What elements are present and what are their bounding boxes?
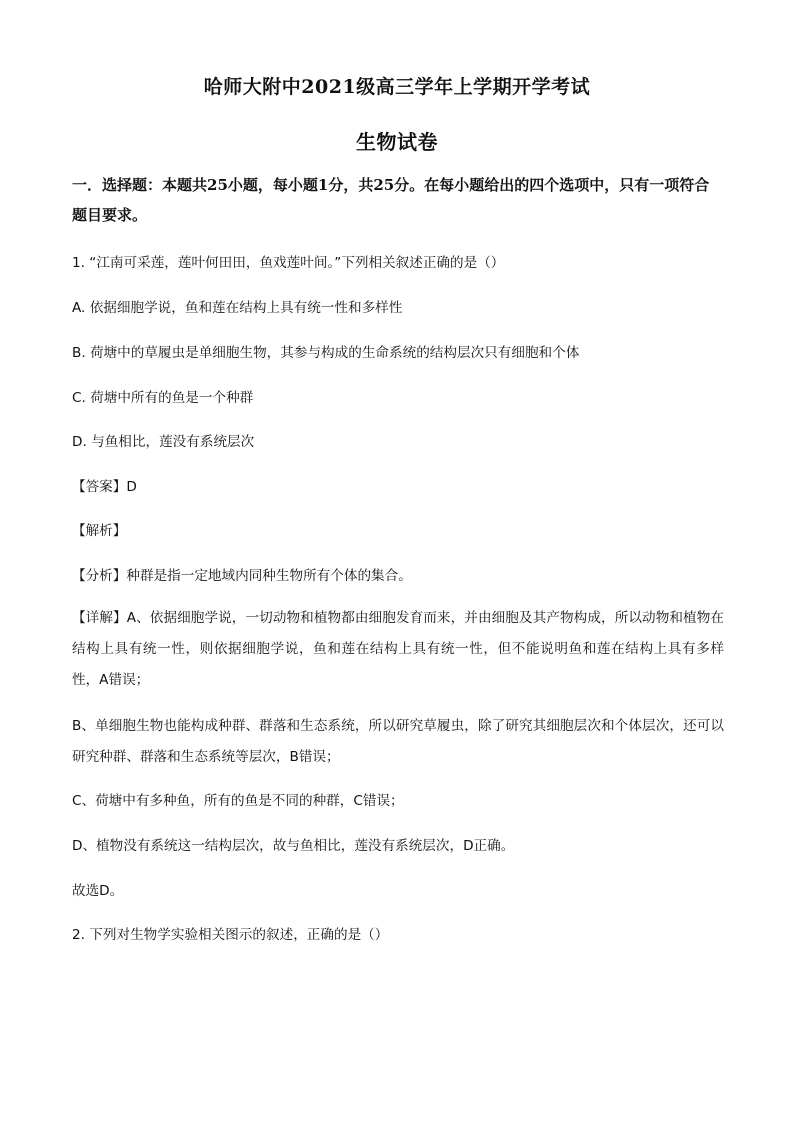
detail-paragraph-a (72, 603, 724, 696)
question-2-stem: 2. 下列对生物学实验相关图示的叙述，正确的是（） (72, 927, 389, 943)
detail-paragraph-c: C、荷塘中有多种鱼，所有的鱼是不同的种群，C错误； (72, 793, 404, 809)
question-1-stem: 1. “江南可采莲，莲叶何田田，鱼戏莲叶间。”下列相关叙述正确的是（） (72, 255, 505, 271)
question-1-option-c: C. 荷塘中所有的鱼是一个种群 (72, 390, 254, 406)
question-1-option-a: A. 依据细胞学说，鱼和莲在结构上具有统一性和多样性 (72, 300, 403, 316)
analysis-label: 【解析】 (72, 523, 127, 539)
conclusion: 故选D。 (72, 883, 124, 899)
section-heading: 一．选择题：本题共25小题，每小题1分，共25分。在每小题给出的四个选项中，只有一项符合题目要求。 (72, 176, 710, 224)
answer-label: 【答案】 (72, 479, 127, 495)
fenxi-text: 种群是指一定地域内同种生物所有个体的集合。 (126, 568, 412, 584)
detail-paragraph-d: D、植物没有系统这一结构层次，故与鱼相比，莲没有系统层次，D正确。 (72, 838, 515, 854)
fenxi-line (72, 567, 724, 585)
detail-label: 【详解】 (72, 610, 127, 626)
fenxi-label: 【分析】 (72, 568, 127, 584)
exam-subtitle: 生物试卷 (356, 130, 438, 154)
detail-paragraph-b: B、单细胞生物也能构成种群、群落和生态系统，所以研究草履虫，除了研究其细胞层次和个体层次，还可以研究种群、群落和生态系统等层次，B错误； (72, 718, 724, 765)
question-1-option-d: D. 与鱼相比，莲没有系统层次 (72, 434, 255, 450)
answer-value: D (126, 479, 137, 495)
answer-line (72, 478, 724, 496)
detail-a-text: A、依据细胞学说，一切动物和植物都由细胞发育而来，并由细胞及其产物构成，所以动物和植物在结构上具有统一性，则依据细胞学说，鱼和莲在结构上具有统一性，但不能说明鱼和莲在结构上具有多样性，A错误； (72, 610, 725, 688)
question-1-option-b: B. 荷塘中的草履虫是单细胞生物，其参与构成的生命系统的结构层次只有细胞和个体 (72, 345, 580, 361)
exam-title: 哈师大附中2021级高三学年上学期开学考试 (203, 76, 591, 98)
